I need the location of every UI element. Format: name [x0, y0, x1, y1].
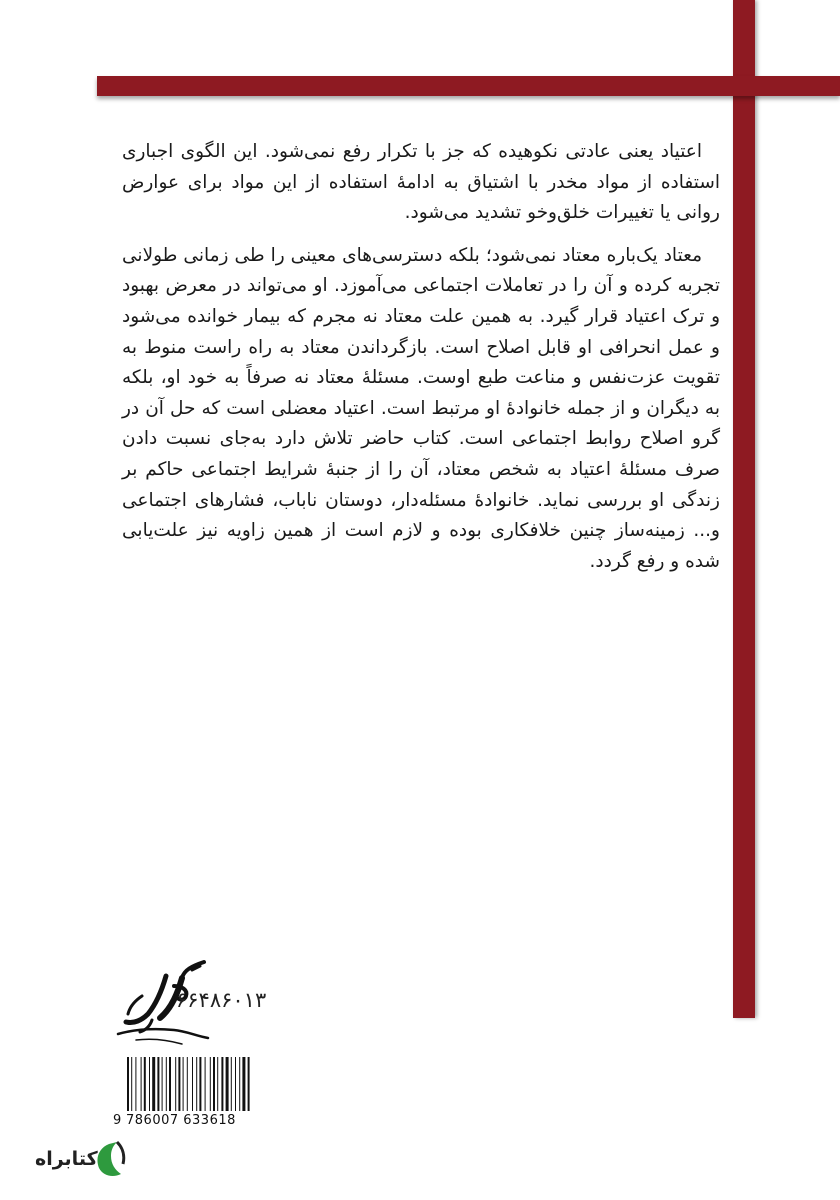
barcode-bar [205, 1057, 206, 1113]
barcode-bar [141, 1057, 142, 1113]
barcode-bar [183, 1057, 184, 1113]
barcode-bar [166, 1057, 167, 1113]
paragraph-2: معتاد یک‌باره معتاد نمی‌شود؛ بلکه دسترسی‌های معینی را طی زمانی طولانی تجربه کرده و آن را در تعاملات اجتماعی می‌آموزد. او می‌تواند در معرض بهبود و ترک اعتیاد قرار گیرد. به همین علت معتاد نه مجرم که بیمار خوانده می‌شود و عمل انحرافی او قابل اصلاح است. بازگرداندن معتاد به راه راست منوط به تقویت عزت‌نفس و مناعت طبع اوست. مسئلهٔ معتاد نه صرفاً به خود او، بلکه به دیگران و از جمله خانوادهٔ او مرتبط است. اعتیاد معضلی است که حل آن در گرو اصلاح روابط اجتماعی است. کتاب حاضر تلاش دارد به‌جای نسبت دادن صرف مسئلهٔ اعتیاد به شخص معتاد، آن را از جنبهٔ شرایط اجتماعی حاکم بر زندگی او بررسی نماید. خانوادهٔ مسئله‌دار، دوستان ناباب، فشارهای اجتماعی و... زمینه‌ساز چنین خلافکاری بوده و لازم است از همین زاویه نیز علت‌یابی شده و رفع گردد. [122, 244, 720, 572]
barcode-bar [226, 1057, 229, 1113]
barcode-bar [157, 1057, 159, 1113]
barcode-bar [152, 1057, 155, 1113]
barcode-bar [144, 1057, 146, 1113]
barcode-bar [235, 1057, 236, 1113]
barcode-bar [196, 1057, 197, 1113]
barcode-bar [217, 1057, 218, 1113]
paragraph-1: اعتیاد یعنی عادتی نکوهیده که جز با تکرار رفع نمی‌شود. این الگوی اجباری استفاده از مواد مخدر با اشتیاق به ادامهٔ استفاده از این مواد برای عوارض روانی یا تغییرات خلق‌وخو تشدید می‌شود. [122, 141, 720, 224]
barcode-bar [178, 1057, 180, 1113]
ketabrah-leaf-icon [95, 1140, 131, 1180]
barcode-bar [210, 1057, 211, 1113]
barcode-bar [199, 1057, 201, 1113]
ketabrah-text: کتابراه [35, 1148, 98, 1170]
barcode-bar [135, 1057, 136, 1113]
barcode-bar [131, 1057, 132, 1113]
barcode-bar [239, 1057, 240, 1113]
barcode-bar [175, 1057, 176, 1113]
barcode-bar [169, 1057, 171, 1113]
barcode-bar [149, 1057, 150, 1113]
barcode-bar [213, 1057, 215, 1113]
barcode-bar [192, 1057, 193, 1113]
barcode-bar [187, 1057, 188, 1113]
barcode-bar [127, 1057, 129, 1113]
barcode-bar [221, 1057, 223, 1113]
barcode-bar [248, 1057, 250, 1113]
barcode-digits: 786007 633618 [126, 1111, 276, 1131]
barcode-bar [242, 1057, 245, 1113]
horizontal-red-bar [97, 76, 840, 96]
publisher-phone: ۶۶۴۸۶۰۱۳ [176, 988, 267, 1012]
barcode-first-digit: 9 [113, 1113, 122, 1128]
back-cover-text [122, 137, 720, 577]
ketabrah-watermark [35, 1138, 127, 1188]
barcode-bar [231, 1057, 232, 1113]
vertical-red-bar [733, 0, 755, 1018]
barcode-bar [162, 1057, 163, 1113]
